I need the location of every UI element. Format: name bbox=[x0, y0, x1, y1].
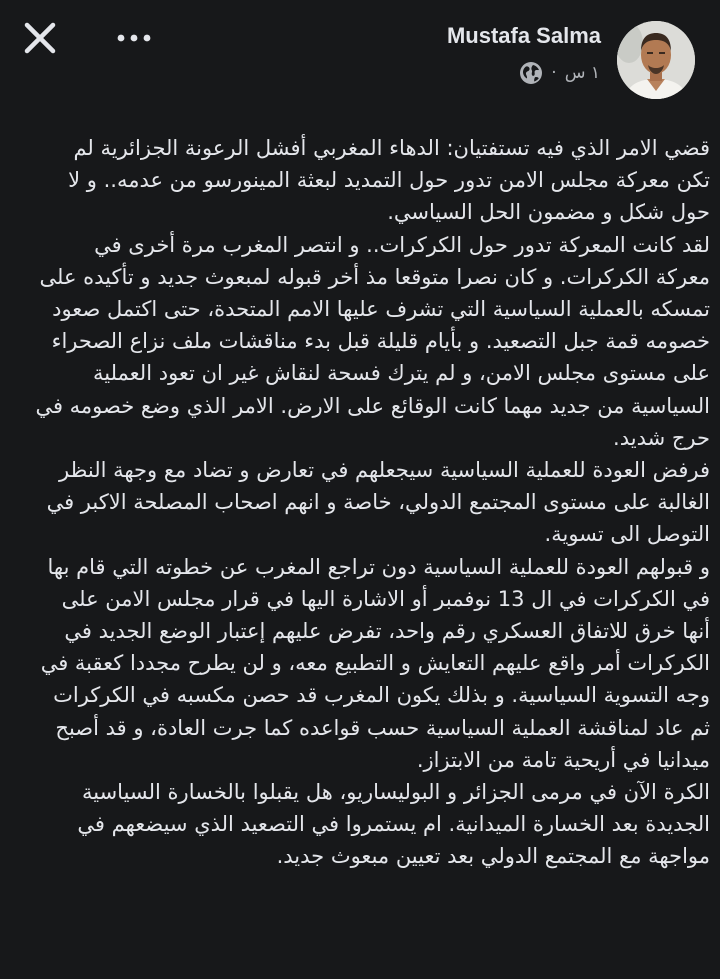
more-options-button[interactable] bbox=[112, 20, 156, 56]
more-horizontal-icon bbox=[112, 20, 156, 56]
post-time[interactable]: ١ س bbox=[564, 63, 600, 83]
post-paragraph: و قبولهم العودة للعملية السياسية دون تراجع المغرب عن خطوته التي قام بها في الكركرات في ال 13 نوفمبر أو الاشارة اليها في قرار مجلس الامن على أنها خرق للاتفاق العسكري رقم واحد، تفرض عليهم إعتبار الوضع الجديد في الكركرات أمر واقع عليهم التعايش و التطبيع معه، و لن يطرح مجددا كعقبة في وجه التسوية السياسية. و بذلك يكون المغرب قد حصن مكسبه في الكركرات ثم عاد لمناقشة العملية السياسية حسب قواعده كما جرت العادة، و قد أصبح ميدانيا في أريحية تامة من الابتزاز. bbox=[40, 554, 710, 772]
post-paragraph: فرفض العودة للعملية السياسية سيجعلهم في تعارض و تضاد مع وجهة النظر الغالبة على مستوى المجتمع الدولي، خاصة و انهم اصحاب المصلحة الاكبر في التوصل الى تسوية. bbox=[46, 458, 710, 547]
post-meta bbox=[519, 60, 600, 86]
close-button[interactable] bbox=[22, 20, 58, 56]
post-paragraph: الكرة الآن في مرمى الجزائر و البوليساريو، هل يقبلوا بالخسارة السياسية الجديدة بعد الخسارة الميدانية. ام يستمروا في التصعيد الذي سيضعهم في مواجهة مع المجتمع الدولي بعد تعيين مبعوث جديد. bbox=[77, 780, 710, 869]
close-icon bbox=[22, 20, 58, 56]
meta-separator: · bbox=[551, 63, 557, 83]
post-body bbox=[34, 132, 710, 873]
globe-icon[interactable] bbox=[519, 61, 543, 85]
post-paragraph: لقد كانت المعركة تدور حول الكركرات.. و انتصر المغرب مرة أخرى في معركة الكركرات. و كان نصرا متوقعا مذ أخر قبوله لمبعوث جديد و تأكيده على تمسكه بالعملية السياسية التي تشرف عليها الامم المتحدة، حتى اكتمل صعود خصومه قمة جبل التصعيد. و بأيام قليلة قبل بدء مناقشات ملف نزاع الصحراء على مستوى مجلس الامن، و لم يترك فسحة لنقاش غير ان تعود العملية السياسية من جديد مهما كانت الوقائع على الارض. الامر الذي وضع خصومه في حرج شديد. bbox=[35, 232, 710, 450]
author-name[interactable]: Mustafa Salma bbox=[446, 23, 601, 48]
profile-photo bbox=[617, 21, 695, 99]
post-header bbox=[0, 0, 720, 110]
post-paragraph: قضي الامر الذي فيه تستفتيان: الدهاء المغربي أفشل الرعونة الجزائرية لم تكن معركة مجلس الامن تدور حول التمديد لبعثة المينورسو من عدمه.. و لا حول شكل و مضمون الحل السياسي. bbox=[68, 136, 710, 225]
author-avatar[interactable] bbox=[617, 21, 695, 99]
